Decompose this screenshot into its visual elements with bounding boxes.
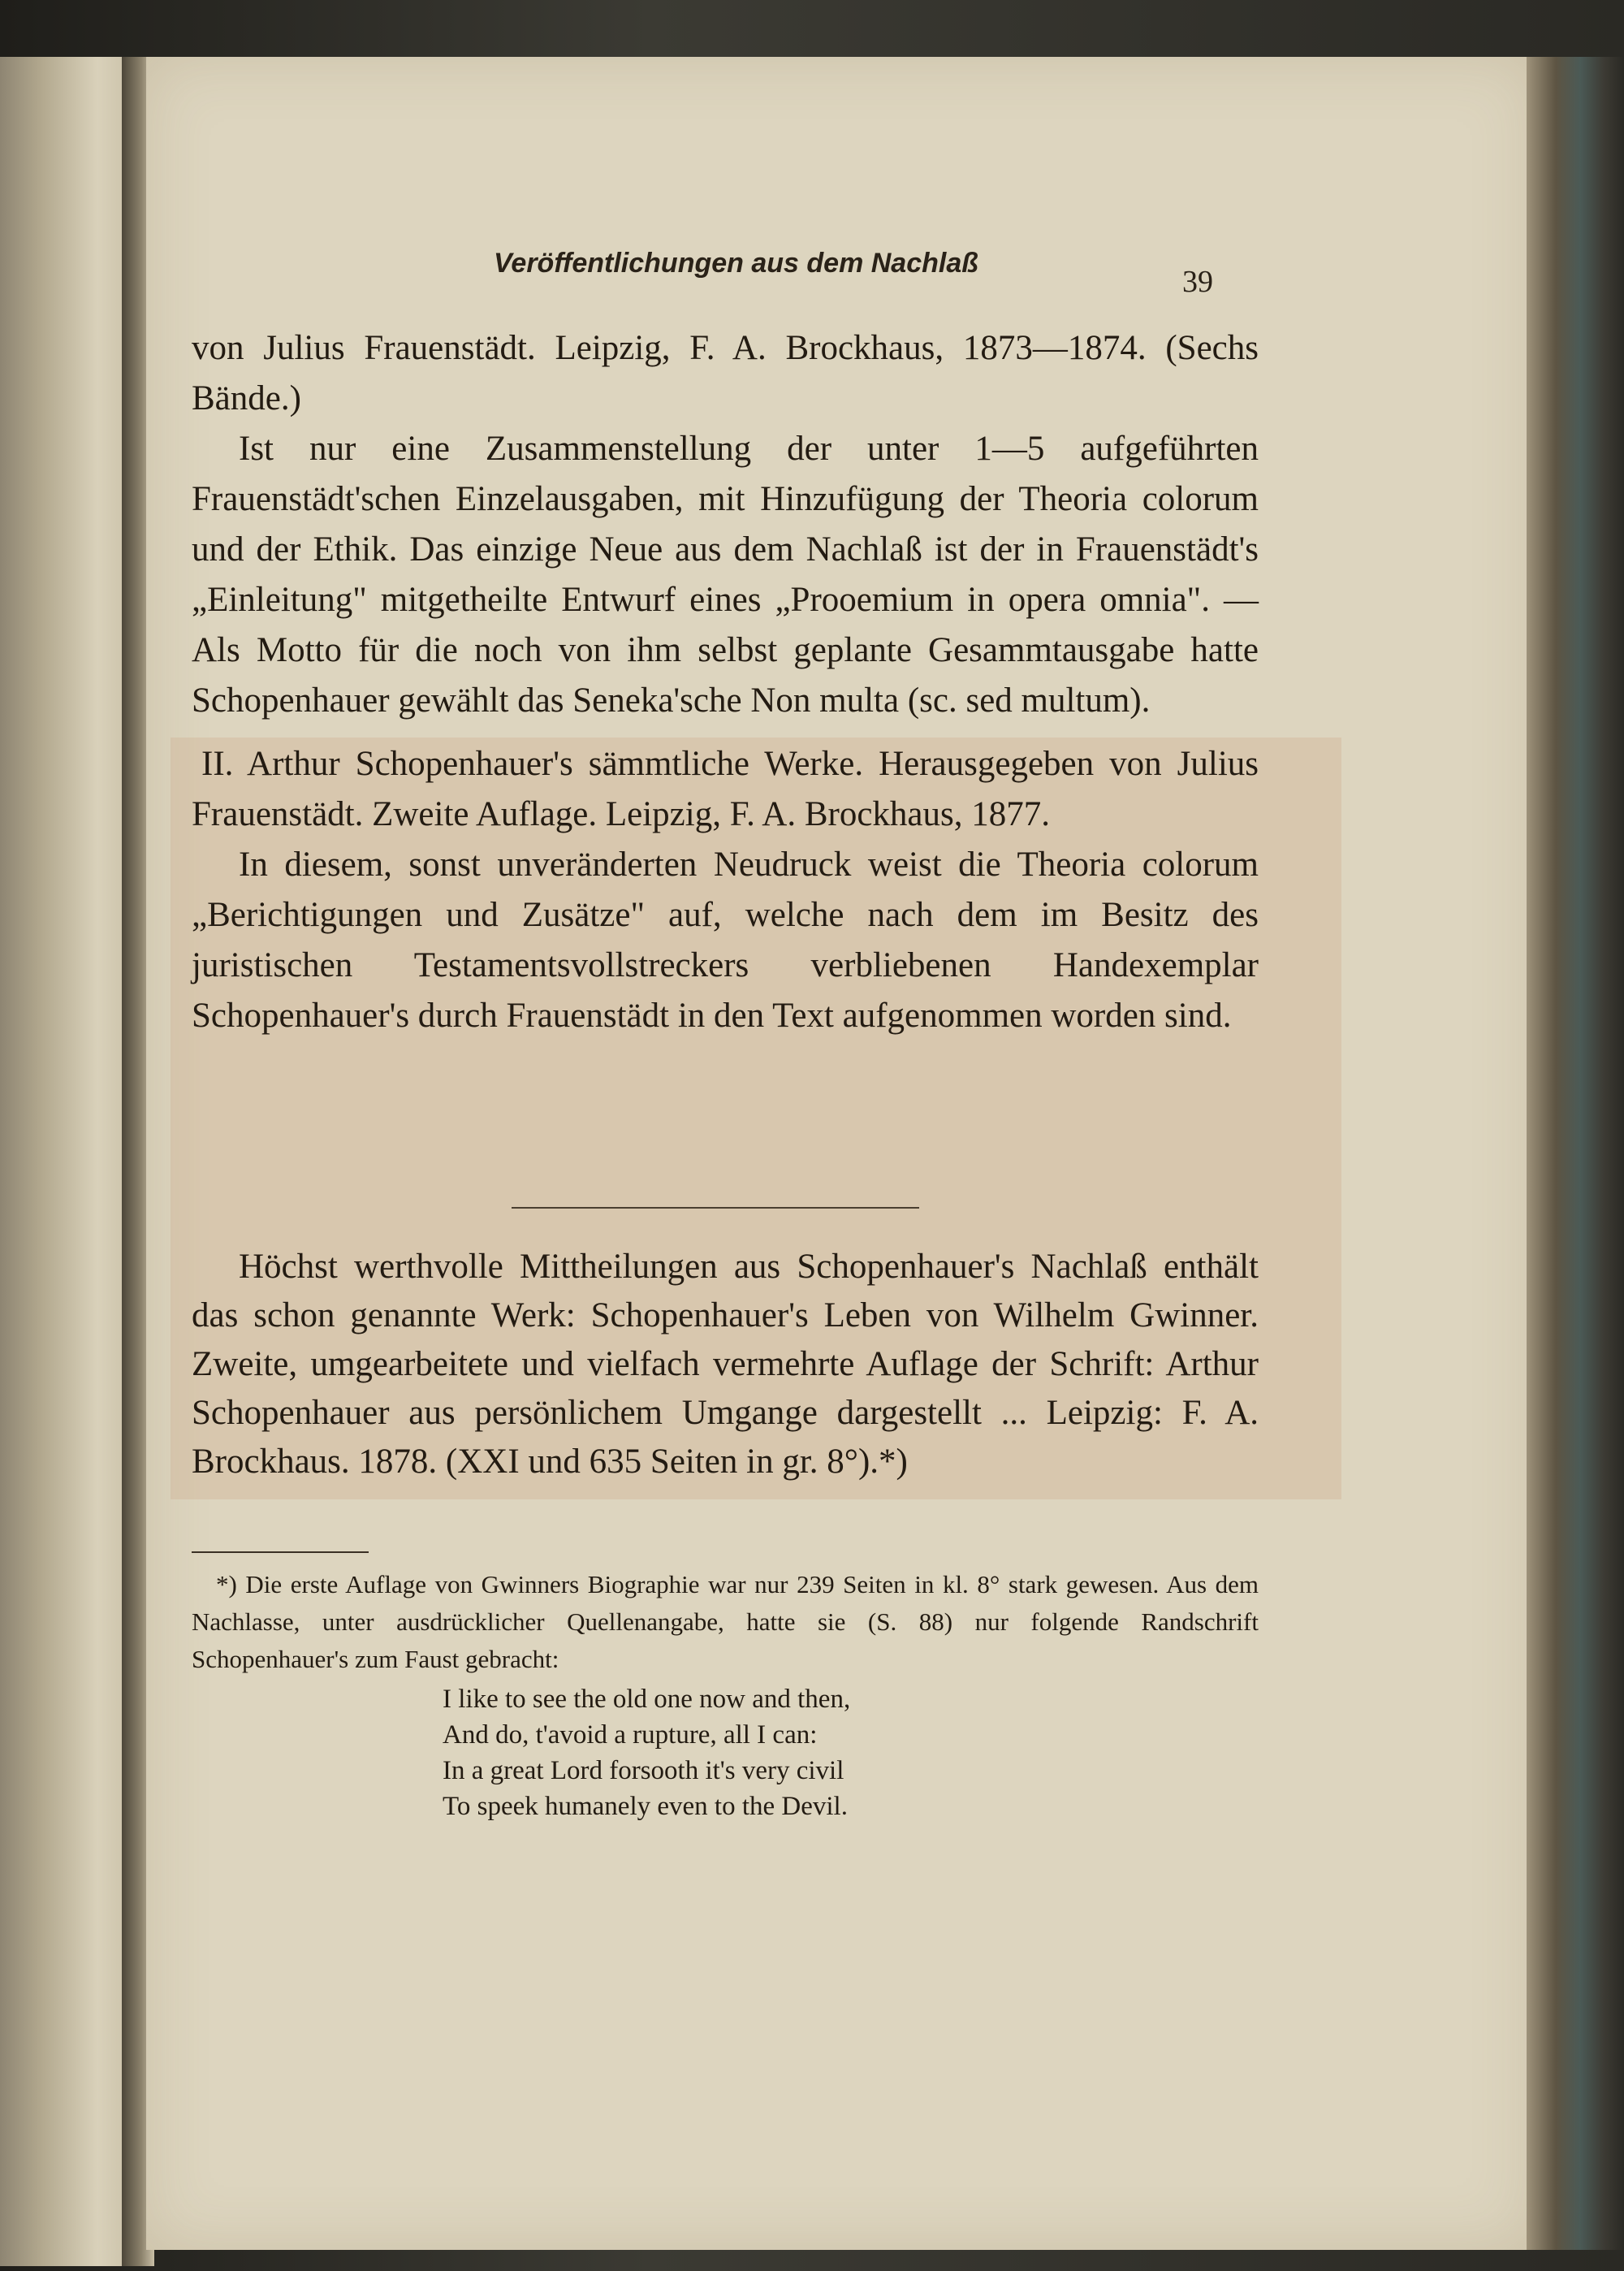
footnote-text: *) Die erste Auflage von Gwinners Biographie war nur 239 Seiten in kl. 8° stark gewesen. Aus dem Nachlasse, unter ausdrücklicher Quellenangabe, hatte sie (S. 88) nur folgende Randschrift Schopenhauer's zum Faust gebracht: [192, 1570, 1259, 1673]
paragraph-commentary-2: In diesem, sonst unveränderten Neudruck weist die Theoria colorum „Berichtigungen und Zusätze" auf, welche nach dem im Besitz des juristischen Testamentsvollstreckers verbliebenen Handexemplar Schopenhauer's durch Frauenstädt in den Text aufgenommen worden sind. [192, 846, 1259, 1035]
verse-line: And do, t'avoid a rupture, all I can: [443, 1720, 818, 1750]
paragraph-citation-2: II. Arthur Schopenhauer's sämmtliche Werke. Herausgegeben von Julius Frauenstädt. Zweite Auflage. Leipzig, F. A. Brockhaus, 1877. [192, 745, 1259, 833]
verse-line: In a great Lord forsooth it's very civil [443, 1756, 844, 1785]
footnote [192, 1566, 1259, 1678]
facing-page-edge [0, 57, 122, 2266]
running-head: Veröffentlichungen aus dem Nachlaß [494, 248, 979, 279]
section-divider [512, 1207, 919, 1209]
paragraph-commentary-1: Ist nur eine Zusammenstellung der unter 1—5 aufgeführten Frauenstädt'schen Einzelausgaben, mit Hinzufügung der Theoria colorum und der Ethik. Das einzige Neue aus dem Nachlaß ist der in Frauenstädt's „Einleitung" mitgetheilte Entwurf eines „Prooemium in opera omnia". — Als Motto für die noch von ihm selbst geplante Gesammtausgabe hatte Schopenhauer gewählt das Seneka'sche Non multa (sc. sed multum). [192, 430, 1259, 720]
paragraph-gwinner: Höchst werthvolle Mittheilungen aus Schopenhauer's Nachlaß enthält das schon genannte Werk: Schopenhauer's Leben von Wilhelm Gwinner. Zweite, umgearbeitete und vielfach vermehrte Auflage der Schrift: Arthur Schopenhauer aus persönlichem Umgange dargestellt ... Leipzig: F. A. Brockhaus. 1878. (XXI und 635 Seiten in gr. 8°).*) [192, 1248, 1259, 1481]
main-text-continued [192, 1243, 1259, 1486]
verse-line: I like to see the old one now and then, [443, 1685, 851, 1714]
page-number: 39 [1182, 265, 1213, 299]
verse-line: To speek humanely even to the Devil. [443, 1792, 848, 1821]
footnote-verse [443, 1681, 1173, 1824]
paragraph-citation-1: von Julius Frauenstädt. Leipzig, F. A. Brockhaus, 1873—1874. (Sechs Bände.) [192, 329, 1259, 417]
main-text [192, 323, 1259, 1041]
book-binding-edge [1527, 57, 1624, 2250]
footnote-rule [192, 1551, 369, 1553]
